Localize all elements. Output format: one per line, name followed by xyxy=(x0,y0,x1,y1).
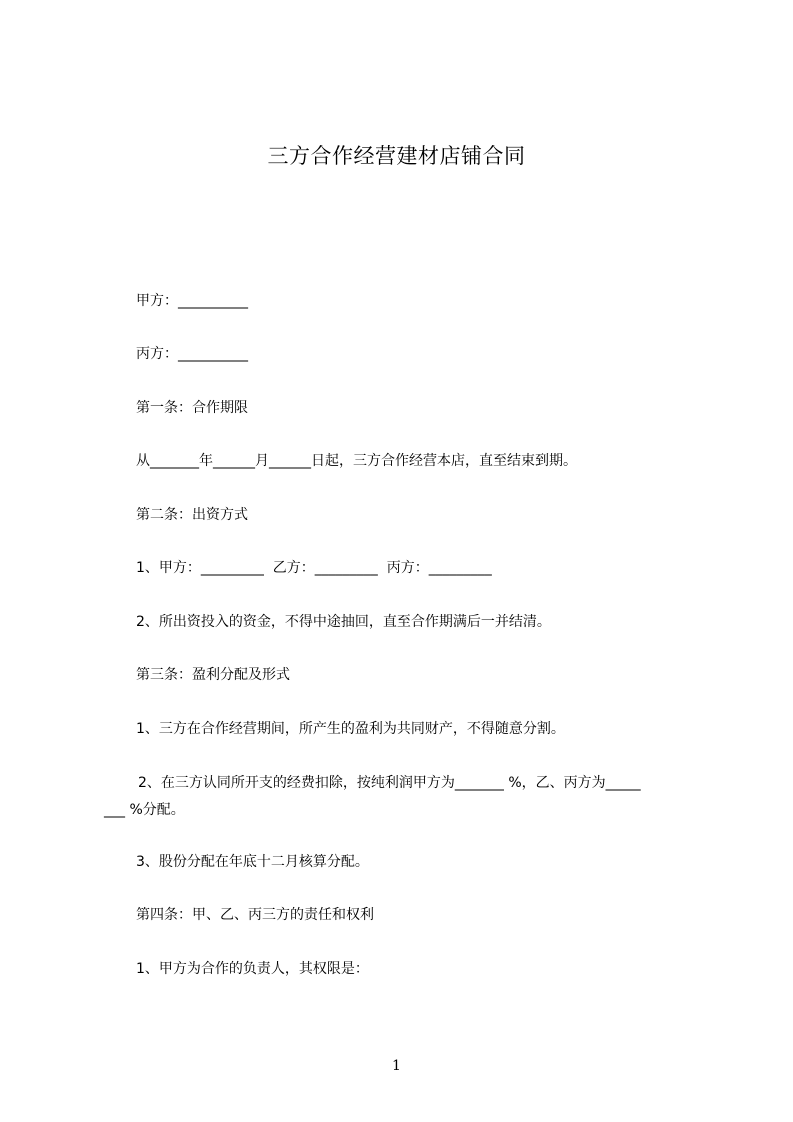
article3-item-2-line-2: ___ %分配。 xyxy=(104,802,185,818)
article2-item-2: 2、所出资投入的资金，不得中途抽回，直至合作期满后一并结清。 xyxy=(136,614,551,630)
party-c-line: 丙方：__________ xyxy=(136,346,248,362)
article3-item-2-line-1: 2、在三方认同所开支的经费扣除，按纯利润甲方为_______ %，乙、丙方为_____ xyxy=(138,775,641,791)
article4-heading: 第四条：甲、乙、丙三方的责任和权利 xyxy=(136,907,374,923)
article3-item-3: 3、股份分配在年底十二月核算分配。 xyxy=(136,854,369,870)
document-title: 三方合作经营建材店铺合同 xyxy=(267,144,526,168)
article2-heading: 第二条：出资方式 xyxy=(136,507,248,523)
article2-item-1: 1、甲方：_________ 乙方：_________ 丙方：_________ xyxy=(136,560,492,576)
page-number: 1 xyxy=(392,1058,401,1074)
article1-heading: 第一条：合作期限 xyxy=(136,400,248,416)
article4-item-1: 1、甲方为合作的负责人，其权限是： xyxy=(136,961,369,977)
article3-heading: 第三条：盈利分配及形式 xyxy=(136,667,290,683)
article1-text: 从_______年______月______日起，三方合作经营本店，直至结束到期。 xyxy=(136,453,577,469)
party-a-line: 甲方：__________ xyxy=(136,293,248,309)
article3-item-1: 1、三方在合作经营期间，所产生的盈利为共同财产，不得随意分割。 xyxy=(136,721,565,737)
